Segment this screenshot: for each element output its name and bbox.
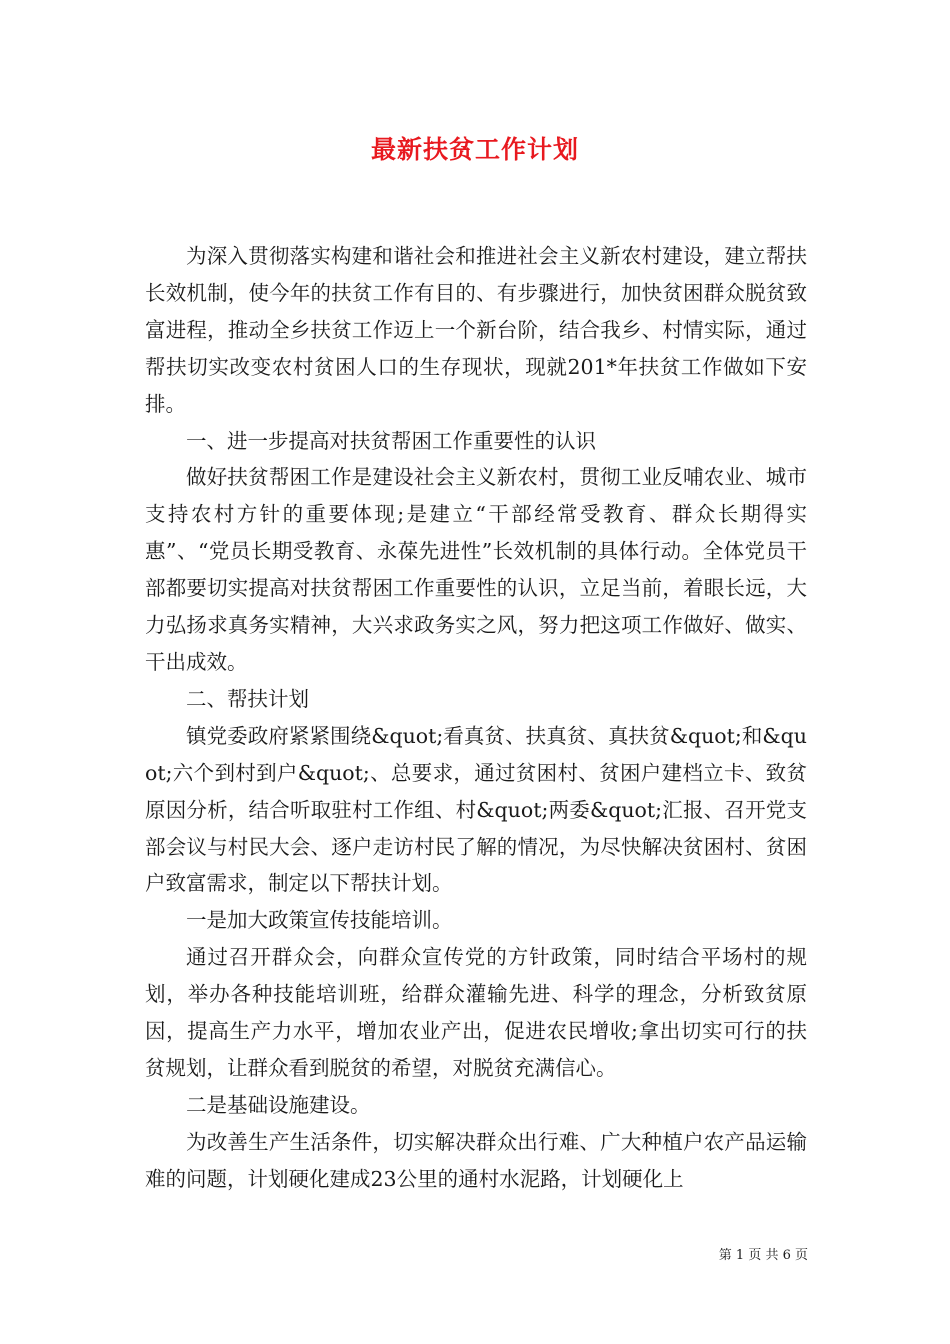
paragraph-section-2: 镇党委政府紧紧围绕&quot;看真贫、扶真贫、真扶贫&quot;和&quot;六个到村到户&quot;、总要求，通过贫困村、贫困户建档立卡、致贫原因分析，结合听取驻村工作组、村&quot;两委&quot;汇报、召开党支部会议与村民大会、逐户走访村民了解的情况，为尽快解决贫困村、贫困户致富需求，制定以下帮扶计划。 xyxy=(145,723,807,896)
paragraph-section-1: 做好扶贫帮困工作是建设社会主义新农村，贯彻工业反哺农业、城市支持农村方针的重要体现;是建立“干部经常受教育、群众长期得实惠”、“党员长期受教育、永葆先进性”长效机制的具体行动。全体党员干部都要切实提高对扶贫帮困工作重要性的认识，立足当前，着眼长远，大力弘扬求真务实精神，大兴求政务实之风，努力把这项工作做好、做实、干出成效。 xyxy=(145,465,807,674)
paragraph-subsection-1: 通过召开群众会，向群众宣传党的方针政策，同时结合平场村的规划，举办各种技能培训班，给群众灌输先进、科学的理念，分析致贫原因，提高生产力水平，增加农业产出，促进农民增收;拿出切实可行的扶贫规划，让群众看到脱贫的希望，对脱贫充满信心。 xyxy=(145,945,807,1080)
section-heading-1: 一、进一步提高对扶贫帮困工作重要性的认识 xyxy=(186,428,596,453)
document-title: 最新扶贫工作计划 xyxy=(370,135,579,164)
paragraph-subsection-2: 为改善生产生活条件，切实解决群众出行难、广大种植户农产品运输难的问题，计划硬化建成23公里的通村水泥路，计划硬化上 xyxy=(145,1129,807,1191)
subheading-2: 二是基础设施建设。 xyxy=(186,1092,371,1117)
section-heading-2: 二、帮扶计划 xyxy=(186,686,309,711)
subheading-1: 一是加大政策宣传技能培训。 xyxy=(186,908,453,933)
paragraph-intro: 为深入贯彻落实构建和谐社会和推进社会主义新农村建设，建立帮扶长效机制，使今年的扶贫工作有目的、有步骤进行，加快贫困群众脱贫致富进程，推动全乡扶贫工作迈上一个新台阶，结合我乡、村情实际，通过帮扶切实改变农村贫困人口的生存现状，现就201*年扶贫工作做如下安排。 xyxy=(145,244,807,416)
page-footer: 第 1 页 共 6 页 xyxy=(718,1248,808,1263)
document-body xyxy=(145,238,807,1198)
